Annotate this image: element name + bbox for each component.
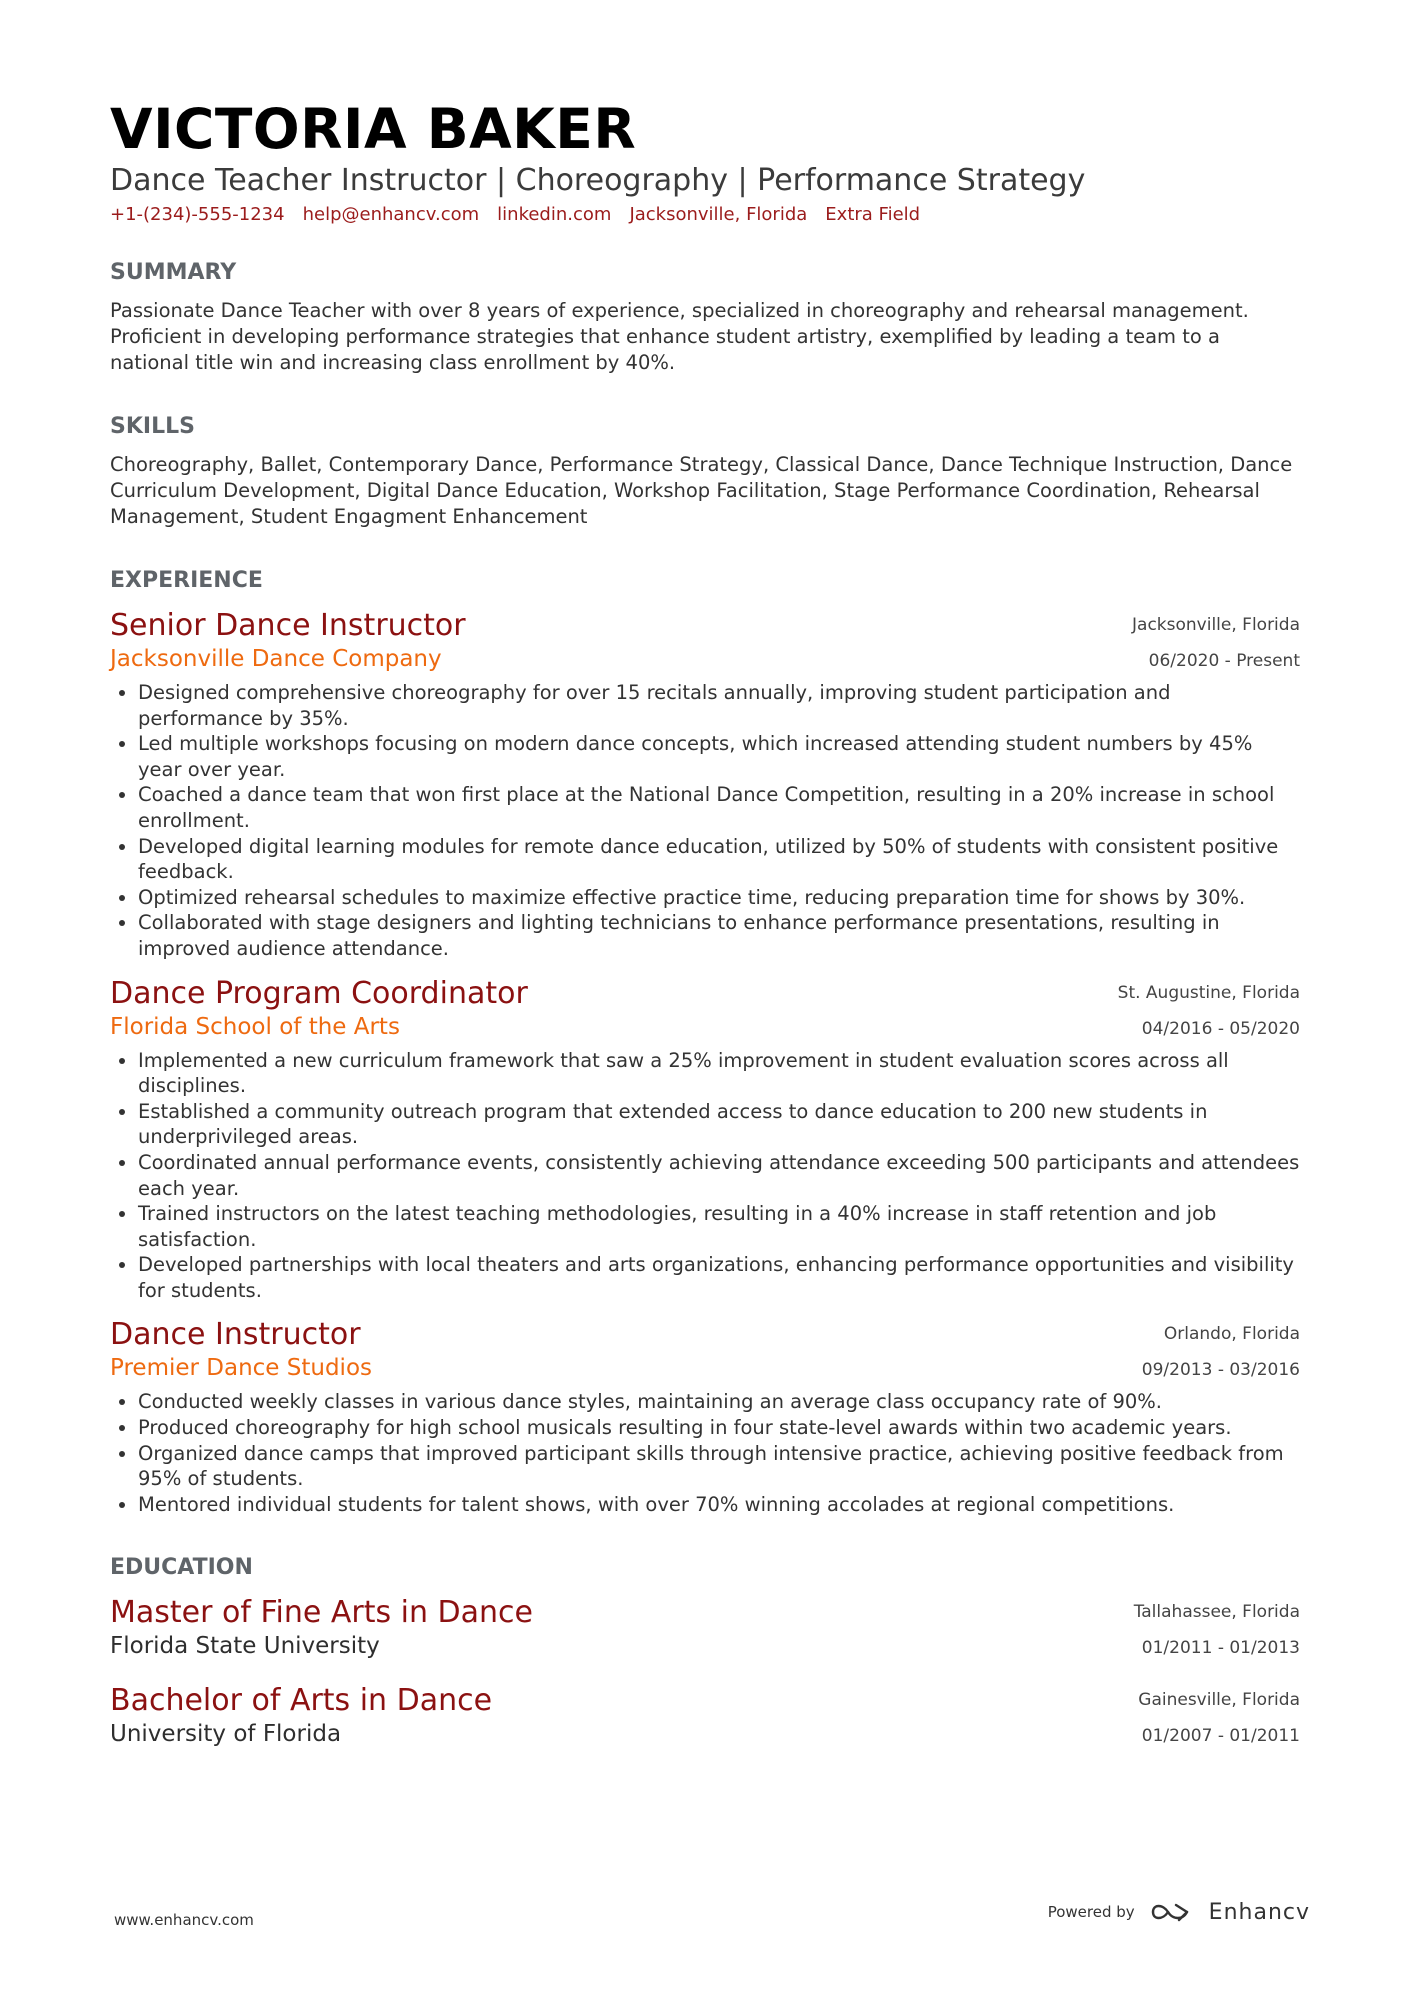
job-company: Florida School of the Arts bbox=[110, 1013, 400, 1040]
job-location: St. Augustine, Florida bbox=[1117, 982, 1300, 1003]
job-company: Premier Dance Studios bbox=[110, 1355, 373, 1382]
job-role: Dance Instructor bbox=[110, 1317, 361, 1353]
school-location: Gainesville, Florida bbox=[1138, 1690, 1300, 1711]
job-dates: 09/2013 - 03/2016 bbox=[1141, 1360, 1300, 1381]
experience-entry bbox=[110, 976, 1300, 1304]
education-heading: EDUCATION bbox=[110, 1555, 253, 1581]
list-item: • Trained instructors on the latest teaching methodologies, resulting in a 40% increase in staff retention and job satisfaction. bbox=[138, 1201, 1300, 1252]
job-dates: 04/2016 - 05/2020 bbox=[1141, 1018, 1300, 1039]
degree-title: Master of Fine Arts in Dance bbox=[110, 1595, 533, 1631]
candidate-title: Dance Teacher Instructor | Choreography | Performance Strategy bbox=[110, 163, 1086, 198]
list-item: • Developed partnerships with local theaters and arts organizations, enhancing performance opportunities and visibility for students. bbox=[138, 1252, 1300, 1303]
list-item: • Coordinated annual performance events, consistently achieving attendance exceeding 500 participants and attendees each year. bbox=[138, 1150, 1300, 1201]
contact-row bbox=[110, 202, 1300, 228]
list-item: • Mentored individual students for talent shows, with over 70% winning accolades at regional competitions. bbox=[138, 1492, 1300, 1518]
contact-location: Jacksonville, Florida bbox=[629, 204, 808, 225]
contact-phone[interactable]: +1-(234)-555-1234 bbox=[110, 204, 285, 225]
job-location: Orlando, Florida bbox=[1163, 1324, 1300, 1345]
footer-website[interactable]: www.enhancv.com bbox=[114, 1911, 254, 1929]
school-name: University of Florida bbox=[110, 1721, 342, 1748]
job-bullets bbox=[110, 1389, 1300, 1517]
enhancv-logo-icon bbox=[1149, 1899, 1195, 1925]
list-item: • Organized dance camps that improved participant skills through intensive practice, achieving positive feedback from 95% of students. bbox=[138, 1441, 1300, 1492]
list-item: • Designed comprehensive choreography for over 15 recitals annually, improving student participation and performance by 35%. bbox=[138, 680, 1300, 731]
education-entry bbox=[110, 1683, 1300, 1749]
education-dates: 01/2011 - 01/2013 bbox=[1141, 1638, 1300, 1659]
list-item: • Led multiple workshops focusing on modern dance concepts, which increased attending student numbers by 45% year over year. bbox=[138, 731, 1300, 782]
degree-title: Bachelor of Arts in Dance bbox=[110, 1683, 493, 1719]
job-company: Jacksonville Dance Company bbox=[110, 646, 442, 672]
powered-by-label: Powered by bbox=[1047, 1903, 1135, 1921]
job-role: Senior Dance Instructor bbox=[110, 608, 466, 643]
job-dates: 06/2020 - Present bbox=[1148, 651, 1300, 671]
experience-entry bbox=[110, 1317, 1300, 1517]
list-item: • Optimized rehearsal schedules to maximize effective practice time, reducing preparation time for shows by 30%. bbox=[138, 885, 1300, 911]
list-item: • Established a community outreach program that extended access to dance education to 200 new students in underprivileged areas. bbox=[138, 1099, 1300, 1150]
skills-heading: SKILLS bbox=[110, 414, 195, 439]
list-item: • Collaborated with stage designers and lighting technicians to enhance performance presentations, resulting in improved audience attendance. bbox=[138, 910, 1300, 961]
job-role: Dance Program Coordinator bbox=[110, 975, 528, 1011]
summary-text: Passionate Dance Teacher with over 8 years of experience, specialized in choreography and rehearsal management. Proficient in developing performance strategies that enhance student artistry, exemplified by leading a team to a national title win and increasing class enrollment by 40%. bbox=[110, 299, 1249, 374]
footer-brand bbox=[1048, 1899, 1310, 1925]
skills-text: Choreography, Ballet, Contemporary Dance, Performance Strategy, Classical Dance, Dance Technique Instruction, Dance Curriculum Development, Digital Dance Education, Workshop Facilitation, Stage Performance Coordination, Rehearsal Management, Student Engagment Enhancement bbox=[110, 453, 1293, 528]
experience-entry bbox=[110, 608, 1300, 962]
page-footer bbox=[0, 1875, 1410, 1995]
education-dates: 01/2007 - 01/2011 bbox=[1141, 1726, 1300, 1747]
brand-name: Enhancv bbox=[1208, 1899, 1310, 1925]
job-bullets bbox=[110, 1048, 1300, 1304]
list-item: • Conducted weekly classes in various dance styles, maintaining an average class occupancy rate of 90%. bbox=[138, 1389, 1300, 1415]
experience-heading: EXPERIENCE bbox=[110, 568, 263, 593]
candidate-name: VICTORIA BAKER bbox=[110, 97, 637, 161]
school-name: Florida State University bbox=[110, 1633, 380, 1660]
list-item: • Implemented a new curriculum framework that saw a 25% improvement in student evaluation scores across all disciplines. bbox=[138, 1048, 1300, 1099]
education-entry bbox=[110, 1595, 1300, 1661]
contact-linkedin[interactable]: linkedin.com bbox=[497, 204, 612, 225]
list-item: • Coached a dance team that won first place at the National Dance Competition, resulting in a 20% increase in school enrollment. bbox=[138, 782, 1300, 833]
list-item: • Developed digital learning modules for remote dance education, utilized by 50% of students with consistent positive feedback. bbox=[138, 834, 1300, 885]
summary-heading: SUMMARY bbox=[110, 260, 237, 285]
job-bullets bbox=[110, 680, 1300, 962]
school-location: Tallahassee, Florida bbox=[1133, 1602, 1300, 1623]
list-item: • Produced choreography for high school musicals resulting in four state-level awards within two academic years. bbox=[138, 1415, 1300, 1441]
job-location: Jacksonville, Florida bbox=[1132, 615, 1300, 635]
contact-email[interactable]: help@enhancv.com bbox=[302, 204, 480, 225]
contact-extra: Extra Field bbox=[825, 204, 921, 225]
